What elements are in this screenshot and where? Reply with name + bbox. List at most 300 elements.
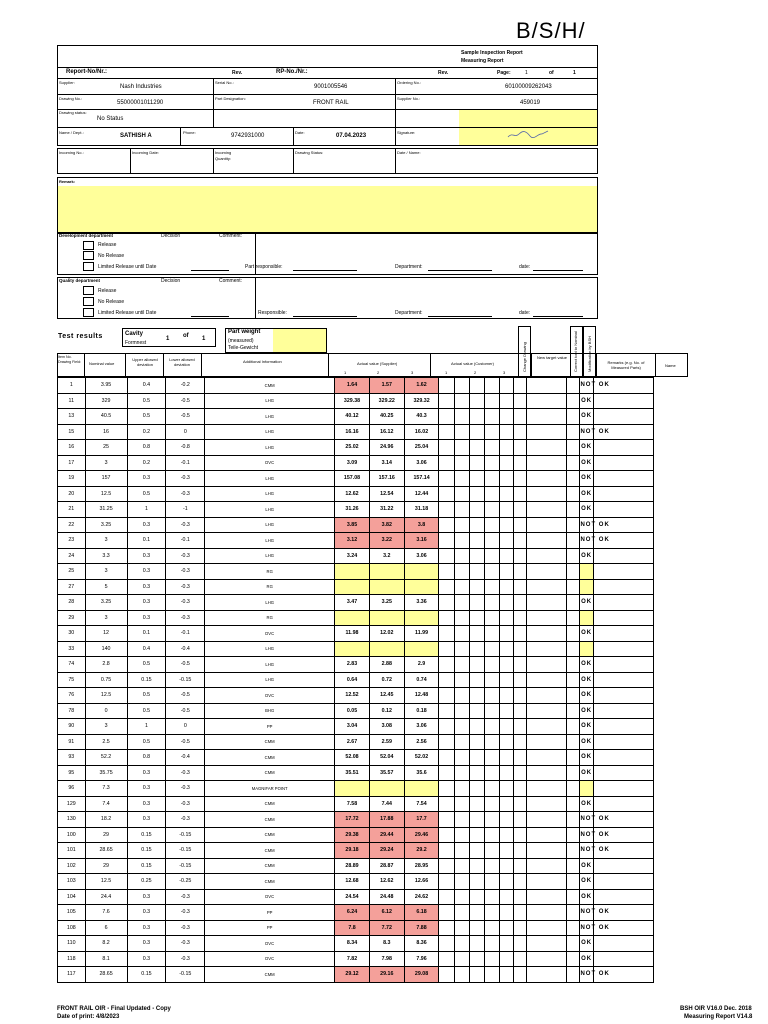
new-target-cell bbox=[514, 579, 527, 595]
correct-tool-cell bbox=[527, 874, 567, 890]
modification-cell bbox=[567, 905, 580, 921]
remarks-cell bbox=[580, 579, 593, 595]
table-row bbox=[58, 905, 688, 921]
blank-cell bbox=[499, 858, 513, 874]
supplier-value-cell: 157.16 bbox=[369, 471, 404, 487]
upper-dev-cell: 0.15 bbox=[127, 672, 166, 688]
customer-value-cell bbox=[470, 858, 485, 874]
lower-dev-cell: -0.15 bbox=[166, 672, 205, 688]
upper-dev-cell: 0.3 bbox=[127, 765, 166, 781]
customer-value-cell bbox=[454, 936, 469, 952]
customer-value-cell bbox=[470, 610, 485, 626]
dev-limited-label: Limited Release until Date bbox=[98, 264, 157, 270]
blank-cell bbox=[499, 393, 513, 409]
supplier-value-cell: 329.22 bbox=[369, 393, 404, 409]
modification-cell bbox=[567, 393, 580, 409]
new-target-cell bbox=[514, 874, 527, 890]
correct-tool-cell bbox=[527, 409, 567, 425]
supplier-value-cell: 11.99 bbox=[404, 626, 439, 642]
supplier-value-cell: 7.88 bbox=[404, 920, 439, 936]
new-target-cell bbox=[514, 440, 527, 456]
customer-value-cell bbox=[439, 750, 454, 766]
drawing-status2-label: Drawing Status: bbox=[295, 150, 324, 155]
col-sup-1: 1 bbox=[344, 370, 347, 375]
table-row bbox=[58, 626, 688, 642]
rev2-label: Rev. bbox=[438, 70, 449, 76]
qual-decision: Decision bbox=[161, 278, 181, 284]
qual-date: date: bbox=[519, 310, 531, 316]
item-no-cell: 96 bbox=[58, 781, 86, 797]
lower-dev-cell: -0.3 bbox=[166, 486, 205, 502]
correct-tool-cell bbox=[527, 657, 567, 673]
nominal-cell: 8.2 bbox=[85, 936, 127, 952]
part-weight-teile: Teile-Gewicht bbox=[228, 345, 259, 351]
new-target-cell bbox=[514, 703, 527, 719]
supplier-value-cell: 31.22 bbox=[369, 502, 404, 518]
nominal-cell: 140 bbox=[85, 641, 127, 657]
customer-value-cell bbox=[439, 424, 454, 440]
correct-tool-cell bbox=[527, 486, 567, 502]
supplier-value-cell: 35.57 bbox=[369, 765, 404, 781]
col-additional: Additional Information bbox=[243, 359, 282, 364]
blank-cell bbox=[499, 920, 513, 936]
col-new-target: New target value bbox=[536, 355, 567, 360]
lower-dev-cell: -0.3 bbox=[166, 936, 205, 952]
col-customer: Actual value (Customer) bbox=[451, 361, 494, 366]
remark-field[interactable] bbox=[58, 186, 597, 232]
blank-cell bbox=[499, 455, 513, 471]
nominal-cell: 0.75 bbox=[85, 672, 127, 688]
customer-value-cell bbox=[454, 533, 469, 549]
change-drawing-cell bbox=[485, 936, 499, 952]
item-no-cell: 100 bbox=[58, 827, 86, 843]
new-target-cell bbox=[514, 610, 527, 626]
customer-value-cell bbox=[454, 889, 469, 905]
supplier-value-cell: 2.83 bbox=[335, 657, 370, 673]
modification-cell bbox=[567, 672, 580, 688]
table-row bbox=[58, 517, 688, 533]
lower-dev-cell: -0.3 bbox=[166, 517, 205, 533]
modification-cell bbox=[567, 517, 580, 533]
customer-value-cell bbox=[454, 750, 469, 766]
customer-value-cell bbox=[470, 827, 485, 843]
nominal-cell: 3 bbox=[85, 610, 127, 626]
customer-value-cell bbox=[439, 378, 454, 394]
remarks-cell bbox=[580, 610, 593, 626]
cavity-label: Cavity bbox=[125, 331, 144, 337]
dev-part-responsible: Part responsible: bbox=[245, 264, 283, 270]
remarks-cell: OK bbox=[580, 672, 593, 688]
remarks-cell: NOT OK bbox=[580, 967, 593, 983]
additional-info-cell: LHG bbox=[205, 424, 335, 440]
incoming-no-label: Incoming No.: bbox=[59, 150, 84, 155]
modification-cell bbox=[567, 564, 580, 580]
new-target-cell bbox=[514, 378, 527, 394]
change-drawing-cell bbox=[485, 750, 499, 766]
supplier-value-cell: 52.02 bbox=[404, 750, 439, 766]
correct-tool-cell bbox=[527, 440, 567, 456]
change-drawing-cell bbox=[485, 440, 499, 456]
upper-dev-cell: 0.5 bbox=[127, 486, 166, 502]
correct-tool-label: Correct tool to Nominal bbox=[573, 331, 578, 372]
upper-dev-cell: 0.2 bbox=[127, 455, 166, 471]
additional-info-cell: MAGNIFAR POINT bbox=[205, 781, 335, 797]
additional-info-cell: CMM bbox=[205, 812, 335, 828]
correct-tool-cell bbox=[527, 626, 567, 642]
supplier-value-cell bbox=[369, 564, 404, 580]
incoming-qty-label: Incoming Quantity: bbox=[215, 150, 232, 161]
correct-tool-cell bbox=[527, 812, 567, 828]
customer-value-cell bbox=[470, 750, 485, 766]
upper-dev-cell: 0.3 bbox=[127, 920, 166, 936]
customer-value-cell bbox=[439, 703, 454, 719]
table-row bbox=[58, 843, 688, 859]
modification-cell bbox=[567, 641, 580, 657]
remarks-cell: OK bbox=[580, 626, 593, 642]
supplier-value-cell: 6.18 bbox=[404, 905, 439, 921]
supplier-value-cell: 12.02 bbox=[369, 626, 404, 642]
correct-tool-cell bbox=[527, 920, 567, 936]
change-drawing-cell bbox=[485, 626, 499, 642]
col-lower: Lower allowed deviation bbox=[169, 357, 195, 367]
customer-value-cell bbox=[439, 889, 454, 905]
upper-dev-cell: 0.3 bbox=[127, 579, 166, 595]
modification-cell bbox=[567, 378, 580, 394]
table-row bbox=[58, 455, 688, 471]
additional-info-cell: PP bbox=[205, 719, 335, 735]
dev-limited-checkbox[interactable] bbox=[83, 262, 94, 271]
supplier-value-cell: 3.09 bbox=[335, 455, 370, 471]
modification-cell bbox=[567, 455, 580, 471]
item-no-cell: 13 bbox=[58, 409, 86, 425]
table-row bbox=[58, 471, 688, 487]
drawing-label: Drawing No.: bbox=[59, 96, 83, 101]
customer-value-cell bbox=[439, 440, 454, 456]
upper-dev-cell: 0.3 bbox=[127, 889, 166, 905]
supplier-value-cell: 8.34 bbox=[335, 936, 370, 952]
name-cell bbox=[593, 564, 653, 580]
footer-right-1: BSH OIR V16.0 Dec. 2018 bbox=[680, 1006, 752, 1012]
correct-tool-cell bbox=[527, 564, 567, 580]
bsh-logo: B/S/H/ bbox=[516, 18, 586, 43]
additional-info-cell: CMM bbox=[205, 843, 335, 859]
customer-value-cell bbox=[454, 796, 469, 812]
customer-value-cell bbox=[439, 920, 454, 936]
new-target-cell bbox=[514, 455, 527, 471]
nominal-cell: 28.65 bbox=[85, 967, 127, 983]
item-no-cell: 74 bbox=[58, 657, 86, 673]
signature-label: Signature: bbox=[397, 130, 416, 135]
correct-tool-cell bbox=[527, 719, 567, 735]
customer-value-cell bbox=[439, 486, 454, 502]
page-total: 1 bbox=[573, 70, 576, 76]
qual-title: Quality department bbox=[59, 278, 101, 283]
change-drawing-cell bbox=[485, 424, 499, 440]
nominal-cell: 3 bbox=[85, 564, 127, 580]
change-drawing-cell bbox=[485, 734, 499, 750]
supplier-value-cell: 29.16 bbox=[369, 967, 404, 983]
supplier-value-cell: 35.6 bbox=[404, 765, 439, 781]
additional-info-cell: DVC bbox=[205, 626, 335, 642]
supplier-value-cell: 3.47 bbox=[335, 595, 370, 611]
supplier-value-cell bbox=[404, 610, 439, 626]
customer-value-cell bbox=[454, 703, 469, 719]
lower-dev-cell: -0.5 bbox=[166, 393, 205, 409]
additional-info-cell: LHG bbox=[205, 393, 335, 409]
customer-value-cell bbox=[454, 672, 469, 688]
customer-value-cell bbox=[439, 905, 454, 921]
supplier-value-cell: 12.62 bbox=[335, 486, 370, 502]
customer-value-cell bbox=[470, 657, 485, 673]
modification-cell bbox=[567, 548, 580, 564]
lower-dev-cell: -0.2 bbox=[166, 378, 205, 394]
ordering-value: 60100009262043 bbox=[505, 84, 552, 90]
new-target-cell bbox=[514, 533, 527, 549]
change-drawing-cell bbox=[485, 688, 499, 704]
quantity-field[interactable] bbox=[459, 110, 597, 127]
supplier-value-cell: 3.06 bbox=[404, 548, 439, 564]
customer-value-cell bbox=[470, 889, 485, 905]
modification-cell bbox=[567, 827, 580, 843]
correct-tool-cell bbox=[527, 688, 567, 704]
table-row bbox=[58, 889, 688, 905]
lower-dev-cell: -0.3 bbox=[166, 796, 205, 812]
qual-no-release-checkbox[interactable] bbox=[83, 297, 94, 306]
upper-dev-cell: 1 bbox=[127, 502, 166, 518]
remarks-cell: OK bbox=[580, 719, 593, 735]
new-target-cell bbox=[514, 409, 527, 425]
supplier-value-cell: 7.8 bbox=[335, 920, 370, 936]
nominal-cell: 6 bbox=[85, 920, 127, 936]
blank-cell bbox=[499, 796, 513, 812]
supplier-value-cell: 17.88 bbox=[369, 812, 404, 828]
customer-value-cell bbox=[470, 936, 485, 952]
item-no-cell: 25 bbox=[58, 564, 86, 580]
upper-dev-cell: 0.3 bbox=[127, 564, 166, 580]
qual-release-label: Release bbox=[98, 288, 117, 294]
table-row bbox=[58, 440, 688, 456]
item-no-cell: 90 bbox=[58, 719, 86, 735]
remarks-cell: OK bbox=[580, 889, 593, 905]
dev-date: date: bbox=[519, 264, 531, 270]
supplier-value-cell: 2.88 bbox=[369, 657, 404, 673]
remarks-cell: OK bbox=[580, 796, 593, 812]
remarks-cell: NOT OK bbox=[580, 812, 593, 828]
change-drawing-cell bbox=[485, 610, 499, 626]
customer-value-cell bbox=[454, 765, 469, 781]
new-target-cell bbox=[514, 936, 527, 952]
dev-comment: Comment: bbox=[219, 233, 243, 239]
item-no-cell: 95 bbox=[58, 765, 86, 781]
lower-dev-cell: -0.3 bbox=[166, 564, 205, 580]
dev-no-release-checkbox[interactable] bbox=[83, 251, 94, 260]
supplier-value-cell: 24.48 bbox=[369, 889, 404, 905]
modification-cell bbox=[567, 688, 580, 704]
supplier-value-cell: 7.82 bbox=[335, 951, 370, 967]
nominal-cell: 329 bbox=[85, 393, 127, 409]
supplier-value-cell: 12.44 bbox=[404, 486, 439, 502]
dev-release-checkbox[interactable] bbox=[83, 241, 94, 250]
change-drawing-cell bbox=[485, 533, 499, 549]
new-target-cell bbox=[514, 967, 527, 983]
supplier-value-cell: 8.3 bbox=[369, 936, 404, 952]
change-drawing-cell bbox=[485, 889, 499, 905]
customer-value-cell bbox=[470, 781, 485, 797]
customer-value-cell bbox=[454, 610, 469, 626]
customer-value-cell bbox=[439, 812, 454, 828]
name-cell bbox=[593, 688, 653, 704]
remarks-cell bbox=[580, 781, 593, 797]
new-target-cell bbox=[514, 905, 527, 921]
item-no-cell: 22 bbox=[58, 517, 86, 533]
correct-tool-cell bbox=[527, 641, 567, 657]
modification-cell bbox=[567, 750, 580, 766]
modification-cell bbox=[567, 889, 580, 905]
remarks-cell: OK bbox=[580, 734, 593, 750]
new-target-cell bbox=[514, 471, 527, 487]
change-drawing-cell bbox=[485, 843, 499, 859]
table-row bbox=[58, 688, 688, 704]
upper-dev-cell: 0.5 bbox=[127, 409, 166, 425]
name-cell bbox=[593, 734, 653, 750]
modification-cell bbox=[567, 595, 580, 611]
remarks-cell: NOT OK bbox=[580, 843, 593, 859]
customer-value-cell bbox=[470, 719, 485, 735]
customer-value-cell bbox=[454, 843, 469, 859]
supplier-value-cell: 17.7 bbox=[404, 812, 439, 828]
new-target-cell bbox=[514, 641, 527, 657]
blank-cell bbox=[499, 688, 513, 704]
nominal-cell: 29 bbox=[85, 827, 127, 843]
customer-value-cell bbox=[454, 967, 469, 983]
blank-cell bbox=[499, 765, 513, 781]
col-supplier: Actual value (Supplier) bbox=[357, 361, 398, 366]
change-drawing-cell bbox=[485, 781, 499, 797]
supplier-value-cell: 7.58 bbox=[335, 796, 370, 812]
supplier-value-cell bbox=[404, 564, 439, 580]
supplier-value-cell: 3.36 bbox=[404, 595, 439, 611]
serial-label: Serial No.: bbox=[215, 80, 234, 85]
part-weight-field[interactable] bbox=[273, 329, 326, 352]
new-target-cell bbox=[514, 827, 527, 843]
page-value: 1 bbox=[525, 70, 528, 76]
customer-value-cell bbox=[439, 657, 454, 673]
change-drawing-cell bbox=[485, 905, 499, 921]
customer-value-cell bbox=[439, 827, 454, 843]
qual-release-checkbox[interactable] bbox=[83, 286, 94, 295]
upper-dev-cell: 0.3 bbox=[127, 951, 166, 967]
remarks-cell: OK bbox=[580, 455, 593, 471]
supplier-value-cell: 12.62 bbox=[369, 874, 404, 890]
blank-cell bbox=[499, 533, 513, 549]
additional-info-cell: LHG bbox=[205, 533, 335, 549]
change-drawing-cell bbox=[485, 393, 499, 409]
new-target-cell bbox=[514, 858, 527, 874]
table-row bbox=[58, 936, 688, 952]
item-no-cell: 104 bbox=[58, 889, 86, 905]
customer-value-cell bbox=[470, 843, 485, 859]
remarks-cell: OK bbox=[580, 440, 593, 456]
supplier-value-cell: 3.16 bbox=[404, 533, 439, 549]
supplier-value-cell: 29.12 bbox=[335, 967, 370, 983]
modification-cell bbox=[567, 424, 580, 440]
blank-cell bbox=[499, 409, 513, 425]
blank-cell bbox=[499, 548, 513, 564]
additional-info-cell: BHG bbox=[205, 703, 335, 719]
supplier-no-value: 459019 bbox=[520, 100, 541, 106]
change-drawing-cell bbox=[485, 564, 499, 580]
supplier-value-cell: 157.08 bbox=[335, 471, 370, 487]
upper-dev-cell: 0.1 bbox=[127, 626, 166, 642]
upper-dev-cell: 0.3 bbox=[127, 936, 166, 952]
change-drawing-cell bbox=[485, 486, 499, 502]
blank-cell bbox=[499, 936, 513, 952]
remarks-cell: NOT OK bbox=[580, 920, 593, 936]
remarks-cell: OK bbox=[580, 486, 593, 502]
supplier-value-cell bbox=[404, 781, 439, 797]
change-drawing-cell bbox=[485, 858, 499, 874]
new-target-cell bbox=[514, 672, 527, 688]
date-value: 07.04.2023 bbox=[336, 133, 367, 139]
nominal-cell: 2.5 bbox=[85, 734, 127, 750]
table-row bbox=[58, 393, 688, 409]
name-cell bbox=[593, 548, 653, 564]
customer-value-cell bbox=[454, 424, 469, 440]
table-row bbox=[58, 672, 688, 688]
name-cell bbox=[593, 874, 653, 890]
nominal-cell: 3 bbox=[85, 455, 127, 471]
qual-limited-label: Limited Release until Date bbox=[98, 310, 157, 316]
item-no-cell: 19 bbox=[58, 471, 86, 487]
formnest-label: Formnest bbox=[125, 340, 147, 346]
report-no-label: Report-No/Nr.: bbox=[66, 69, 107, 75]
lower-dev-cell: -0.15 bbox=[166, 858, 205, 874]
customer-value-cell bbox=[439, 409, 454, 425]
qual-limited-checkbox[interactable] bbox=[83, 308, 94, 317]
item-no-cell: 27 bbox=[58, 579, 86, 595]
nominal-cell: 18.2 bbox=[85, 812, 127, 828]
supplier-value-cell: 12.52 bbox=[335, 688, 370, 704]
report-subtitle: Measuring Report bbox=[461, 58, 504, 64]
supplier-value-cell bbox=[404, 579, 439, 595]
nominal-cell: 0 bbox=[85, 703, 127, 719]
supplier-value-cell: 12.68 bbox=[335, 874, 370, 890]
upper-dev-cell: 0.3 bbox=[127, 796, 166, 812]
footer-left-1: FRONT RAIL OIR - Final Updated - Copy bbox=[57, 1006, 171, 1012]
remarks-cell: OK bbox=[580, 502, 593, 518]
supplier-value-cell: 7.72 bbox=[369, 920, 404, 936]
date-name-label: Date / Name: bbox=[397, 150, 421, 155]
supplier-value-cell: 28.89 bbox=[335, 858, 370, 874]
modification-cell bbox=[567, 734, 580, 750]
supplier-value-cell: 31.18 bbox=[404, 502, 439, 518]
correct-tool-cell bbox=[527, 936, 567, 952]
nominal-cell: 7.4 bbox=[85, 796, 127, 812]
correct-tool-cell bbox=[527, 703, 567, 719]
supplier-value-cell: 3.24 bbox=[335, 548, 370, 564]
lower-dev-cell: -0.5 bbox=[166, 734, 205, 750]
report-title: Sample Inspection Report bbox=[461, 50, 523, 56]
upper-dev-cell: 0.1 bbox=[127, 533, 166, 549]
supplier-value-cell: 17.72 bbox=[335, 812, 370, 828]
additional-info-cell: CMM bbox=[205, 827, 335, 843]
qual-responsible: Responsible: bbox=[258, 310, 287, 316]
item-no-cell: 23 bbox=[58, 533, 86, 549]
phone-value: 9742931000 bbox=[231, 133, 265, 139]
col-sup-2: 2 bbox=[377, 370, 380, 375]
upper-dev-cell: 0.4 bbox=[127, 378, 166, 394]
customer-value-cell bbox=[470, 920, 485, 936]
